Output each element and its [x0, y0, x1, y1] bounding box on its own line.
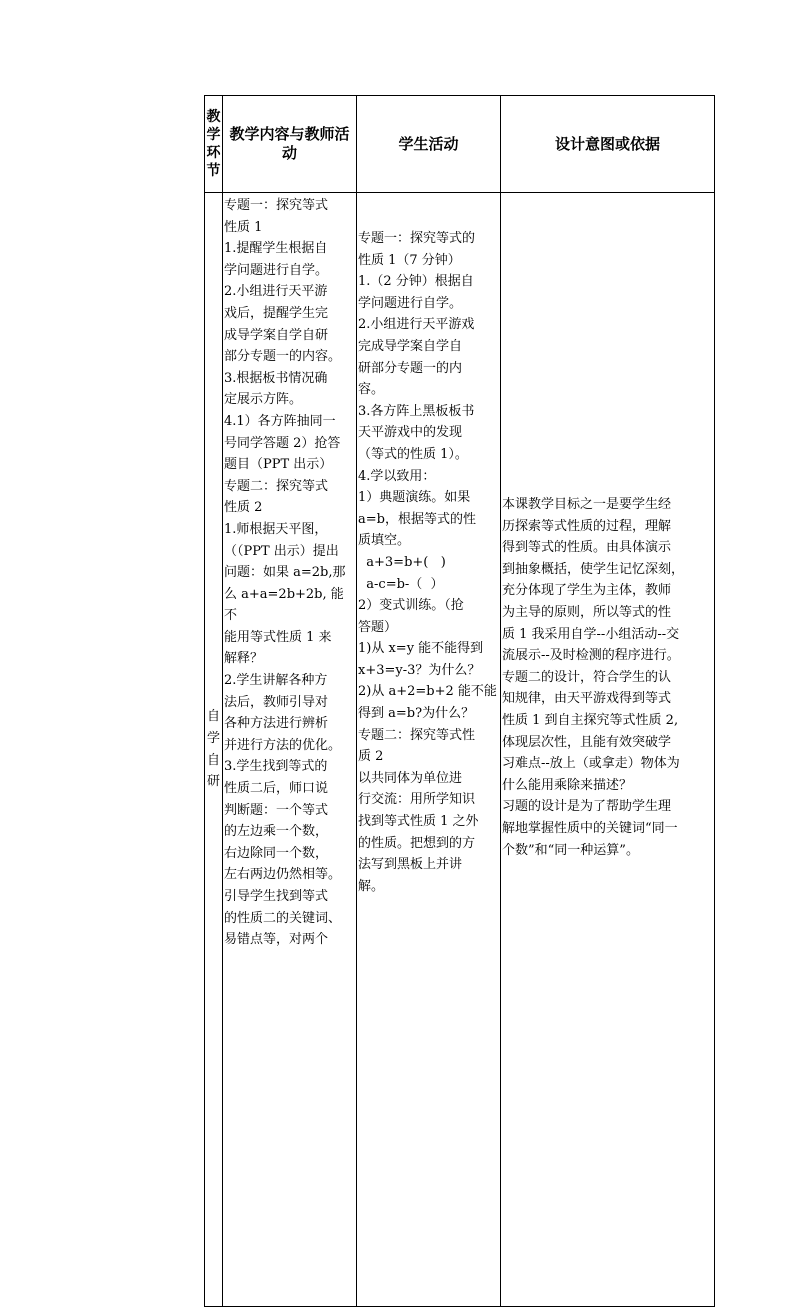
- student-activity-line: 完成导学案自学自: [358, 338, 463, 354]
- student-activity-line: 3.各方阵上黑板板书: [358, 403, 475, 419]
- design-intent-text: [502, 494, 713, 861]
- teacher-activity-line: 并进行方法的优化。: [224, 737, 342, 753]
- teacher-activity-line: 性质 1: [224, 219, 263, 235]
- student-activity-line: 质 2: [358, 749, 384, 765]
- header-stage-char: 教: [206, 109, 221, 125]
- student-activity-line: 以共同体为单位进: [358, 770, 463, 786]
- student-activity-line: 容。: [358, 382, 385, 398]
- design-intent-line: 解地掌握性质中的关键词“同一: [502, 820, 678, 836]
- design-intent-line: 到抽象概括，使学生记忆深刻，: [502, 561, 685, 577]
- student-activity-line: 天平游戏中的发现: [358, 425, 463, 441]
- header-row: [205, 96, 715, 193]
- student-activity-cell: [357, 193, 501, 1307]
- teacher-activity-line: 1.师根据天平图，: [224, 521, 328, 537]
- teacher-activity-line: 能用等式性质 1 来: [224, 629, 332, 645]
- design-intent-line: 习题的设计是为了帮助学生理: [502, 799, 672, 815]
- student-activity-line: 得到 a=b?为什么？: [358, 706, 475, 722]
- student-activity-line: 研部分专题一的内: [358, 360, 463, 376]
- student-activity-line: 解。: [358, 878, 385, 894]
- student-activity-line: 1.（2 分钟）根据自: [358, 274, 474, 290]
- teacher-activity-line: 专题一：探究等式: [224, 198, 329, 213]
- teacher-activity-line: 题目（PPT 出示）: [224, 457, 333, 473]
- student-activity-line: x+3=y-3？为什么？: [358, 662, 481, 678]
- student-activity-line: 2.小组进行天平游戏: [358, 317, 475, 333]
- teacher-activity-line: 么 a+a=2b+2b, 能不: [224, 586, 344, 624]
- student-activity-line: 的性质。把想到的方: [358, 835, 476, 851]
- design-intent-line: 流展示--及时检测的程序进行。: [502, 648, 680, 664]
- student-activity-line: 专题二：探究等式性: [358, 727, 476, 743]
- design-intent-line: 个数”和“同一种运算”。: [502, 842, 639, 858]
- design-intent-line: 体现层次性，且能有效突破学: [502, 734, 672, 750]
- teacher-activity-line: 部分专题一的内容。: [224, 349, 342, 365]
- teacher-activity-line: 号同学答题 2）抢答: [224, 435, 341, 451]
- student-activity-line: a=b，根据等式的性: [358, 511, 476, 527]
- teacher-activity-line: 3.根据板书情况确: [224, 370, 328, 386]
- teacher-activity-line: 解释？: [224, 651, 264, 667]
- header-student-activity: 学生活动: [357, 96, 501, 193]
- student-activity-line: 找到等式性质 1 之外: [358, 814, 479, 830]
- student-activity-line: 专题一：探究等式的: [358, 231, 476, 246]
- student-activity-line: 答题）: [358, 619, 398, 635]
- design-intent-line: 性质 1 到自主探究等式性质 2,: [502, 712, 679, 728]
- design-intent-cell: [501, 193, 715, 1307]
- header-stage-char: 节: [206, 163, 221, 179]
- teacher-activity-line: 引导学生找到等式: [224, 889, 329, 904]
- student-activity-line: 学问题进行自学。: [358, 295, 463, 311]
- student-activity-line: 1)从 x=y 能不能得到: [358, 641, 484, 657]
- teacher-activity-line: 各种方法进行辨析: [224, 716, 329, 732]
- design-intent-line: 历探索等式性质的过程，理解: [502, 518, 672, 534]
- teacher-activity-line: 1.提醒学生根据自: [224, 241, 328, 257]
- teacher-activity-line: 成导学案自学自研: [224, 327, 329, 343]
- student-activity-line: 法写到黑板上并讲: [358, 857, 463, 873]
- design-intent-line: 本课教学目标之一是要学生经: [502, 497, 672, 512]
- student-activity-line: 质填空。: [358, 533, 411, 549]
- teacher-activity-line: 戏后，提醒学生完: [224, 305, 329, 321]
- teacher-activity-line: 2.学生讲解各种方: [224, 673, 328, 689]
- design-intent-line: 什么能用乘除来描述？: [502, 777, 633, 793]
- teacher-activity-cell: [223, 193, 357, 1307]
- teacher-activity-line: 性质二后，师口说: [224, 781, 329, 797]
- teacher-activity-line: 4.1）各方阵抽同一: [224, 413, 336, 429]
- teacher-activity-line: 定展示方阵。: [224, 392, 303, 408]
- teacher-activity-line: 性质 2: [224, 500, 263, 516]
- design-intent-line: 知规律，由天平游戏得到等式: [502, 691, 672, 707]
- teacher-activity-text: [224, 195, 355, 951]
- design-intent-line: 得到等式的性质。由具体演示: [502, 540, 672, 556]
- header-teacher-activity: 教学内容与教师活动: [223, 96, 357, 193]
- design-intent-line: 习难点--放上（或拿走）物体为: [502, 756, 680, 772]
- header-design-intent: 设计意图或依据: [501, 96, 715, 193]
- design-intent-line: 专题二的设计，符合学生的认: [502, 669, 672, 685]
- student-activity-line: 2）变式训练。（抢: [358, 598, 464, 614]
- student-activity-line: 行交流：用所学知识: [358, 792, 476, 808]
- teacher-activity-line: （（PPT 出示）提出: [224, 543, 339, 559]
- header-stage: [205, 96, 223, 193]
- teacher-activity-line: 的左边乘一个数，: [224, 824, 329, 840]
- design-intent-line: 质 1 我采用自学--小组活动--交: [502, 626, 680, 642]
- teacher-activity-line: 易错点等，对两个: [224, 932, 329, 948]
- student-activity-line: （等式的性质 1）。: [358, 446, 468, 462]
- student-activity-line: a+3=b+( ): [358, 554, 446, 570]
- student-activity-line: 4.学以致用：: [358, 468, 436, 484]
- stage-char: 自: [206, 709, 220, 725]
- stage-char: 学: [206, 730, 220, 746]
- student-activity-line: 2)从 a+2=b+2 能不能: [358, 684, 497, 700]
- student-activity-text: [358, 228, 499, 897]
- student-activity-line: 1）典题演练。如果: [358, 490, 471, 506]
- design-intent-line: 为主导的原则，所以等式的性: [502, 604, 672, 620]
- student-activity-line: a-c=b-（ ）: [358, 576, 444, 592]
- teacher-activity-line: 2.小组进行天平游: [224, 284, 328, 300]
- stage-cell: [205, 193, 223, 1307]
- student-activity-line: 性质 1（7 分钟）: [358, 252, 461, 268]
- teacher-activity-line: 的性质二的关键词、: [224, 910, 342, 926]
- header-stage-char: 环: [206, 145, 221, 161]
- teacher-activity-line: 右边除同一个数，: [224, 845, 329, 861]
- teacher-activity-line: 法后，教师引导对: [224, 694, 329, 710]
- content-row: [205, 193, 715, 1307]
- teacher-activity-line: 学问题进行自学。: [224, 262, 329, 278]
- teacher-activity-line: 专题二：探究等式: [224, 478, 329, 494]
- teacher-activity-line: 左右两边仍然相等。: [224, 867, 342, 883]
- stage-char: 自: [206, 752, 220, 768]
- header-stage-char: 学: [206, 127, 221, 143]
- lesson-plan-table: [204, 95, 715, 1307]
- stage-char: 研: [206, 774, 220, 790]
- teacher-activity-line: 问题：如果 a=2b,那: [224, 565, 346, 581]
- teacher-activity-line: 3.学生找到等式的: [224, 759, 328, 775]
- teacher-activity-line: 判断题：一个等式: [224, 802, 329, 818]
- design-intent-line: 充分体现了学生为主体，教师: [502, 583, 672, 599]
